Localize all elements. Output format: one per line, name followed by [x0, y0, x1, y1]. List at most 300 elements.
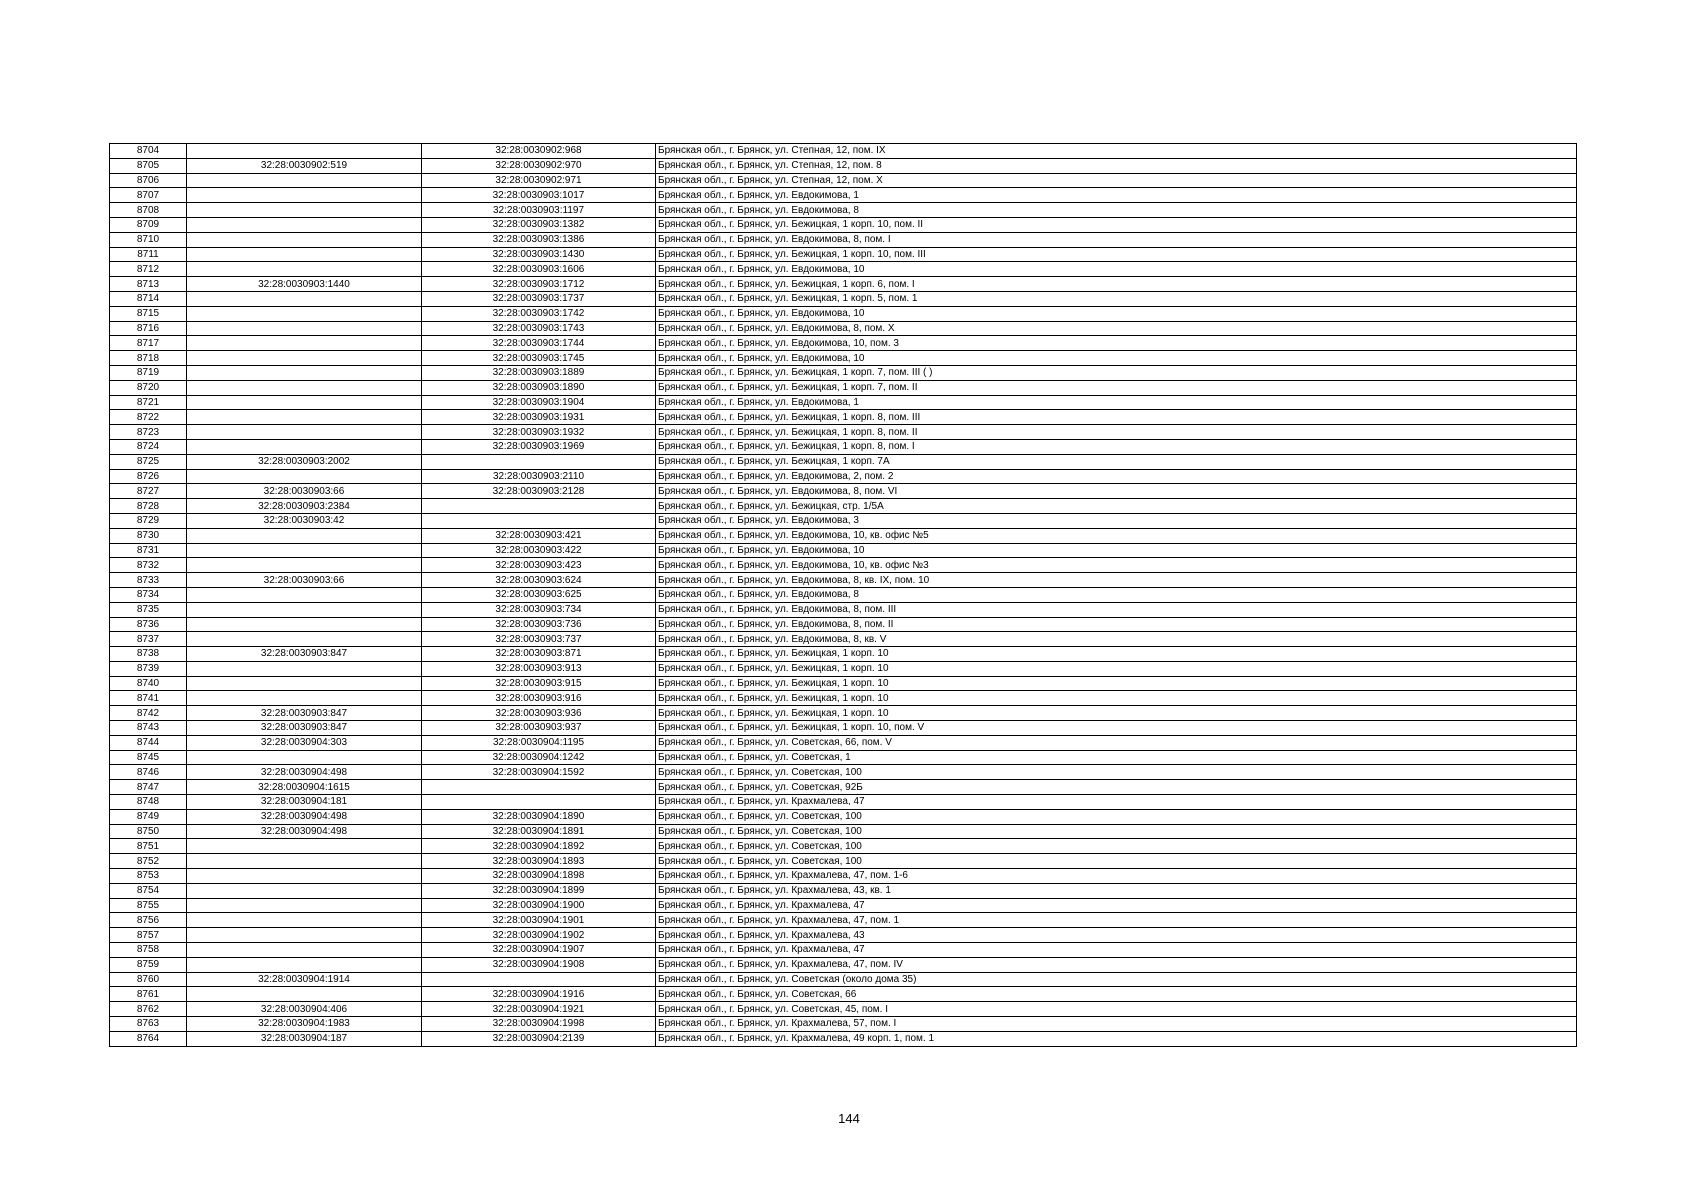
parcel-number-cell: 32:28:0030903:66: [187, 573, 422, 588]
row-number-cell: 8741: [110, 691, 187, 706]
parcel-number-cell: [187, 425, 422, 440]
table-row: [110, 351, 1577, 366]
parcel-number-cell: [187, 395, 422, 410]
address-cell: Брянская обл., г. Брянск, ул. Бежицкая, 1 корп. 10: [656, 661, 1577, 676]
parcel-number-cell: [187, 336, 422, 351]
row-number-cell: 8754: [110, 883, 187, 898]
row-number-cell: 8751: [110, 839, 187, 854]
parcel-number-cell: 32:28:0030904:1914: [187, 972, 422, 987]
table-row: [110, 913, 1577, 928]
object-number-cell: 32:28:0030904:1998: [422, 1017, 656, 1032]
parcel-number-cell: [187, 410, 422, 425]
address-cell: Брянская обл., г. Брянск, ул. Бежицкая, 1 корп. 10: [656, 691, 1577, 706]
object-number-cell: 32:28:0030903:1890: [422, 380, 656, 395]
table-row: [110, 750, 1577, 765]
table-row: [110, 173, 1577, 188]
table-row: [110, 484, 1577, 499]
address-cell: Брянская обл., г. Брянск, ул. Евдокимова, 10, кв. офис №3: [656, 558, 1577, 573]
object-number-cell: 32:28:0030904:1916: [422, 987, 656, 1002]
address-cell: Брянская обл., г. Брянск, ул. Бежицкая, 1 корп. 10: [656, 706, 1577, 721]
table-row: [110, 499, 1577, 514]
parcel-number-cell: [187, 306, 422, 321]
table-row: [110, 780, 1577, 795]
object-number-cell: 32:28:0030903:1931: [422, 410, 656, 425]
parcel-number-cell: 32:28:0030904:187: [187, 1031, 422, 1046]
parcel-number-cell: [187, 987, 422, 1002]
object-number-cell: 32:28:0030904:1898: [422, 869, 656, 884]
address-cell: Брянская обл., г. Брянск, ул. Евдокимова, 2, пом. 2: [656, 469, 1577, 484]
object-number-cell: 32:28:0030904:2139: [422, 1031, 656, 1046]
address-cell: Брянская обл., г. Брянск, ул. Советская, 66, пом. V: [656, 735, 1577, 750]
address-cell: Брянская обл., г. Брянск, ул. Евдокимова, 8, пом. III: [656, 602, 1577, 617]
row-number-cell: 8761: [110, 987, 187, 1002]
table-row: [110, 587, 1577, 602]
row-number-cell: 8740: [110, 676, 187, 691]
address-cell: Брянская обл., г. Брянск, ул. Бежицкая, 1 корп. 10: [656, 647, 1577, 662]
row-number-cell: 8720: [110, 380, 187, 395]
address-cell: Брянская обл., г. Брянск, ул. Евдокимова, 10: [656, 306, 1577, 321]
parcel-number-cell: [187, 587, 422, 602]
row-number-cell: 8735: [110, 602, 187, 617]
row-number-cell: 8733: [110, 573, 187, 588]
parcel-number-cell: 32:28:0030904:181: [187, 795, 422, 810]
row-number-cell: 8756: [110, 913, 187, 928]
parcel-number-cell: [187, 957, 422, 972]
address-cell: Брянская обл., г. Брянск, ул. Евдокимова, 8: [656, 587, 1577, 602]
object-number-cell: 32:28:0030904:1921: [422, 1002, 656, 1017]
table-row: [110, 528, 1577, 543]
row-number-cell: 8708: [110, 203, 187, 218]
table-row: [110, 336, 1577, 351]
row-number-cell: 8747: [110, 780, 187, 795]
table-row: [110, 676, 1577, 691]
row-number-cell: 8743: [110, 721, 187, 736]
parcel-number-cell: [187, 247, 422, 262]
object-number-cell: 32:28:0030903:737: [422, 632, 656, 647]
address-cell: Брянская обл., г. Брянск, ул. Крахмалева, 43, кв. 1: [656, 883, 1577, 898]
address-cell: Брянская обл., г. Брянск, ул. Евдокимова, 1: [656, 188, 1577, 203]
row-number-cell: 8763: [110, 1017, 187, 1032]
row-number-cell: 8722: [110, 410, 187, 425]
object-number-cell: 32:28:0030903:734: [422, 602, 656, 617]
address-cell: Брянская обл., г. Брянск, ул. Бежицкая, 1 корп. 10, пом. III: [656, 247, 1577, 262]
object-number-cell: 32:28:0030903:625: [422, 587, 656, 602]
parcel-number-cell: [187, 558, 422, 573]
row-number-cell: 8736: [110, 617, 187, 632]
row-number-cell: 8749: [110, 809, 187, 824]
address-cell: Брянская обл., г. Брянск, ул. Бежицкая, 1 корп. 7, пом. II: [656, 380, 1577, 395]
object-number-cell: 32:28:0030903:1430: [422, 247, 656, 262]
table-row: [110, 1017, 1577, 1032]
object-number-cell: 32:28:0030903:1017: [422, 188, 656, 203]
row-number-cell: 8732: [110, 558, 187, 573]
row-number-cell: 8718: [110, 351, 187, 366]
address-cell: Брянская обл., г. Брянск, ул. Евдокимова, 10, пом. 3: [656, 336, 1577, 351]
object-number-cell: 32:28:0030904:1901: [422, 913, 656, 928]
parcel-number-cell: 32:28:0030903:847: [187, 647, 422, 662]
table-row: [110, 824, 1577, 839]
row-number-cell: 8729: [110, 513, 187, 528]
parcel-number-cell: [187, 750, 422, 765]
table-row: [110, 513, 1577, 528]
address-cell: Брянская обл., г. Брянск, ул. Советская, 100: [656, 765, 1577, 780]
row-number-cell: 8723: [110, 425, 187, 440]
address-cell: Брянская обл., г. Брянск, ул. Бежицкая, 1 корп. 7А: [656, 454, 1577, 469]
table-row: [110, 928, 1577, 943]
row-number-cell: 8715: [110, 306, 187, 321]
row-number-cell: 8739: [110, 661, 187, 676]
object-number-cell: 32:28:0030903:421: [422, 528, 656, 543]
table-row: [110, 617, 1577, 632]
object-number-cell: 32:28:0030903:2128: [422, 484, 656, 499]
table-row: [110, 188, 1577, 203]
parcel-number-cell: [187, 469, 422, 484]
table-row: [110, 158, 1577, 173]
row-number-cell: 8755: [110, 898, 187, 913]
table-row: [110, 247, 1577, 262]
row-number-cell: 8762: [110, 1002, 187, 1017]
parcel-number-cell: [187, 869, 422, 884]
address-cell: Брянская обл., г. Брянск, ул. Советская, 100: [656, 824, 1577, 839]
object-number-cell: 32:28:0030903:422: [422, 543, 656, 558]
row-number-cell: 8744: [110, 735, 187, 750]
parcel-number-cell: [187, 291, 422, 306]
parcel-number-cell: 32:28:0030904:498: [187, 765, 422, 780]
object-number-cell: [422, 795, 656, 810]
table-row: [110, 558, 1577, 573]
address-cell: Брянская обл., г. Брянск, ул. Крахмалева, 47: [656, 898, 1577, 913]
row-number-cell: 8719: [110, 365, 187, 380]
row-number-cell: 8727: [110, 484, 187, 499]
table-row: [110, 765, 1577, 780]
row-number-cell: 8705: [110, 158, 187, 173]
object-number-cell: 32:28:0030903:915: [422, 676, 656, 691]
table-row: [110, 439, 1577, 454]
object-number-cell: 32:28:0030903:1712: [422, 277, 656, 292]
address-cell: Брянская обл., г. Брянск, ул. Бежицкая, 1 корп. 7, пом. III ( ): [656, 365, 1577, 380]
row-number-cell: 8760: [110, 972, 187, 987]
address-cell: Брянская обл., г. Брянск, ул. Крахмалева, 47: [656, 943, 1577, 958]
object-number-cell: 32:28:0030903:1969: [422, 439, 656, 454]
parcel-number-cell: 32:28:0030903:847: [187, 721, 422, 736]
object-number-cell: [422, 972, 656, 987]
address-cell: Брянская обл., г. Брянск, ул. Советская, 100: [656, 809, 1577, 824]
table-row: [110, 425, 1577, 440]
parcel-number-cell: 32:28:0030903:66: [187, 484, 422, 499]
table-row: [110, 203, 1577, 218]
row-number-cell: 8711: [110, 247, 187, 262]
parcel-number-cell: [187, 913, 422, 928]
object-number-cell: 32:28:0030904:1891: [422, 824, 656, 839]
parcel-number-cell: [187, 351, 422, 366]
row-number-cell: 8764: [110, 1031, 187, 1046]
table-row: [110, 321, 1577, 336]
address-cell: Брянская обл., г. Брянск, ул. Советская, 100: [656, 839, 1577, 854]
table-row: [110, 365, 1577, 380]
address-cell: Брянская обл., г. Брянск, ул. Евдокимова, 8, кв. IX, пом. 10: [656, 573, 1577, 588]
row-number-cell: 8704: [110, 144, 187, 159]
row-number-cell: 8724: [110, 439, 187, 454]
table-row: [110, 972, 1577, 987]
table-row: [110, 943, 1577, 958]
row-number-cell: 8728: [110, 499, 187, 514]
row-number-cell: 8746: [110, 765, 187, 780]
table-row: [110, 454, 1577, 469]
parcel-number-cell: 32:28:0030902:519: [187, 158, 422, 173]
object-number-cell: 32:28:0030902:970: [422, 158, 656, 173]
table-row: [110, 469, 1577, 484]
row-number-cell: 8730: [110, 528, 187, 543]
object-number-cell: 32:28:0030903:1197: [422, 203, 656, 218]
row-number-cell: 8752: [110, 854, 187, 869]
address-cell: Брянская обл., г. Брянск, ул. Бежицкая, 1 корп. 6, пом. I: [656, 277, 1577, 292]
address-cell: Брянская обл., г. Брянск, ул. Бежицкая, 1 корп. 8, пом. II: [656, 425, 1577, 440]
address-cell: Брянская обл., г. Брянск, ул. Степная, 12, пом. 8: [656, 158, 1577, 173]
table-row: [110, 543, 1577, 558]
parcel-number-cell: [187, 691, 422, 706]
table-row: [110, 291, 1577, 306]
row-number-cell: 8717: [110, 336, 187, 351]
row-number-cell: 8738: [110, 647, 187, 662]
parcel-number-cell: 32:28:0030904:498: [187, 824, 422, 839]
table-row: [110, 573, 1577, 588]
parcel-number-cell: [187, 380, 422, 395]
row-number-cell: 8712: [110, 262, 187, 277]
address-cell: Брянская обл., г. Брянск, ул. Советская, 45, пом. I: [656, 1002, 1577, 1017]
parcel-number-cell: [187, 528, 422, 543]
row-number-cell: 8758: [110, 943, 187, 958]
object-number-cell: 32:28:0030902:968: [422, 144, 656, 159]
parcel-number-cell: 32:28:0030903:2002: [187, 454, 422, 469]
parcel-number-cell: [187, 632, 422, 647]
parcel-number-cell: [187, 883, 422, 898]
address-cell: Брянская обл., г. Брянск, ул. Бежицкая, 1 корп. 5, пом. 1: [656, 291, 1577, 306]
address-cell: Брянская обл., г. Брянск, ул. Крахмалева, 57, пом. I: [656, 1017, 1577, 1032]
table-row: [110, 410, 1577, 425]
address-cell: Брянская обл., г. Брянск, ул. Евдокимова, 8, пом. X: [656, 321, 1577, 336]
parcel-number-cell: [187, 676, 422, 691]
row-number-cell: 8745: [110, 750, 187, 765]
table-row: [110, 809, 1577, 824]
page-number: 144: [838, 1111, 860, 1126]
table-row: [110, 839, 1577, 854]
object-number-cell: 32:28:0030903:736: [422, 617, 656, 632]
parcel-number-cell: [187, 661, 422, 676]
table-row: [110, 395, 1577, 410]
parcel-number-cell: 32:28:0030904:1983: [187, 1017, 422, 1032]
object-number-cell: 32:28:0030904:1908: [422, 957, 656, 972]
address-cell: Брянская обл., г. Брянск, ул. Советская, 92Б: [656, 780, 1577, 795]
object-number-cell: 32:28:0030904:1907: [422, 943, 656, 958]
table-row: [110, 144, 1577, 159]
parcel-number-cell: [187, 543, 422, 558]
address-cell: Брянская обл., г. Брянск, ул. Бежицкая, 1 корп. 8, пом. I: [656, 439, 1577, 454]
object-number-cell: 32:28:0030903:913: [422, 661, 656, 676]
address-cell: Брянская обл., г. Брянск, ул. Крахмалева, 47, пом. 1: [656, 913, 1577, 928]
table-row: [110, 883, 1577, 898]
parcel-number-cell: 32:28:0030903:847: [187, 706, 422, 721]
address-cell: Брянская обл., г. Брянск, ул. Евдокимова, 10: [656, 351, 1577, 366]
parcel-number-cell: 32:28:0030904:498: [187, 809, 422, 824]
address-cell: Брянская обл., г. Брянск, ул. Евдокимова, 3: [656, 513, 1577, 528]
table-row: [110, 898, 1577, 913]
object-number-cell: 32:28:0030903:1744: [422, 336, 656, 351]
parcel-number-cell: [187, 943, 422, 958]
parcel-number-cell: [187, 928, 422, 943]
row-number-cell: 8721: [110, 395, 187, 410]
object-number-cell: 32:28:0030903:1606: [422, 262, 656, 277]
table-row: [110, 602, 1577, 617]
parcel-number-cell: 32:28:0030903:42: [187, 513, 422, 528]
address-cell: Брянская обл., г. Брянск, ул. Советская (около дома 35): [656, 972, 1577, 987]
object-number-cell: 32:28:0030904:1893: [422, 854, 656, 869]
parcel-number-cell: [187, 217, 422, 232]
object-number-cell: 32:28:0030904:1890: [422, 809, 656, 824]
table-row: [110, 232, 1577, 247]
parcel-number-cell: [187, 188, 422, 203]
object-number-cell: 32:28:0030904:1195: [422, 735, 656, 750]
table-row: [110, 721, 1577, 736]
object-number-cell: [422, 454, 656, 469]
object-number-cell: 32:28:0030903:1737: [422, 291, 656, 306]
parcel-number-cell: [187, 365, 422, 380]
table-row: [110, 262, 1577, 277]
object-number-cell: 32:28:0030903:624: [422, 573, 656, 588]
row-number-cell: 8750: [110, 824, 187, 839]
address-cell: Брянская обл., г. Брянск, ул. Крахмалева, 43: [656, 928, 1577, 943]
object-number-cell: 32:28:0030904:1242: [422, 750, 656, 765]
table-row: [110, 987, 1577, 1002]
object-number-cell: 32:28:0030903:1743: [422, 321, 656, 336]
object-number-cell: 32:28:0030903:2110: [422, 469, 656, 484]
table-row: [110, 1031, 1577, 1046]
object-number-cell: 32:28:0030904:1902: [422, 928, 656, 943]
object-number-cell: [422, 780, 656, 795]
address-cell: Брянская обл., г. Брянск, ул. Евдокимова, 8: [656, 203, 1577, 218]
address-cell: Брянская обл., г. Брянск, ул. Крахмалева, 49 корп. 1, пом. 1: [656, 1031, 1577, 1046]
table-row: [110, 957, 1577, 972]
address-cell: Брянская обл., г. Брянск, ул. Евдокимова, 10, кв. офис №5: [656, 528, 1577, 543]
object-number-cell: [422, 499, 656, 514]
address-cell: Брянская обл., г. Брянск, ул. Евдокимова, 8, пом. VI: [656, 484, 1577, 499]
object-number-cell: 32:28:0030903:1932: [422, 425, 656, 440]
row-number-cell: 8714: [110, 291, 187, 306]
parcel-number-cell: [187, 617, 422, 632]
parcel-number-cell: [187, 321, 422, 336]
object-number-cell: [422, 513, 656, 528]
address-cell: Брянская обл., г. Брянск, ул. Степная, 12, пом. IX: [656, 144, 1577, 159]
row-number-cell: 8757: [110, 928, 187, 943]
row-number-cell: 8710: [110, 232, 187, 247]
row-number-cell: 8725: [110, 454, 187, 469]
parcel-number-cell: [187, 439, 422, 454]
row-number-cell: 8716: [110, 321, 187, 336]
address-cell: Брянская обл., г. Брянск, ул. Евдокимова, 8, пом. I: [656, 232, 1577, 247]
object-number-cell: 32:28:0030903:871: [422, 647, 656, 662]
address-cell: Брянская обл., г. Брянск, ул. Евдокимова, 8, кв. V: [656, 632, 1577, 647]
address-cell: Брянская обл., г. Брянск, ул. Советская, 1: [656, 750, 1577, 765]
parcel-number-cell: [187, 898, 422, 913]
row-number-cell: 8759: [110, 957, 187, 972]
row-number-cell: 8734: [110, 587, 187, 602]
parcel-number-cell: 32:28:0030903:1440: [187, 277, 422, 292]
parcel-number-cell: [187, 232, 422, 247]
address-cell: Брянская обл., г. Брянск, ул. Евдокимова, 10: [656, 262, 1577, 277]
object-number-cell: 32:28:0030904:1592: [422, 765, 656, 780]
object-number-cell: 32:28:0030903:1382: [422, 217, 656, 232]
table-row: [110, 277, 1577, 292]
table-row: [110, 380, 1577, 395]
object-number-cell: 32:28:0030904:1892: [422, 839, 656, 854]
row-number-cell: 8713: [110, 277, 187, 292]
address-cell: Брянская обл., г. Брянск, ул. Крахмалева, 47: [656, 795, 1577, 810]
parcel-number-cell: [187, 262, 422, 277]
object-number-cell: 32:28:0030902:971: [422, 173, 656, 188]
object-number-cell: 32:28:0030904:1900: [422, 898, 656, 913]
row-number-cell: 8726: [110, 469, 187, 484]
address-cell: Брянская обл., г. Брянск, ул. Крахмалева, 47, пом. 1-6: [656, 869, 1577, 884]
object-number-cell: 32:28:0030904:1899: [422, 883, 656, 898]
row-number-cell: 8706: [110, 173, 187, 188]
table-row: [110, 647, 1577, 662]
parcel-number-cell: 32:28:0030903:2384: [187, 499, 422, 514]
object-number-cell: 32:28:0030903:1889: [422, 365, 656, 380]
table-row: [110, 854, 1577, 869]
row-number-cell: 8731: [110, 543, 187, 558]
parcel-number-cell: 32:28:0030904:406: [187, 1002, 422, 1017]
parcel-number-cell: [187, 203, 422, 218]
parcel-number-cell: [187, 144, 422, 159]
registry-table-body: [110, 144, 1577, 1047]
object-number-cell: 32:28:0030903:423: [422, 558, 656, 573]
address-cell: Брянская обл., г. Брянск, ул. Евдокимова, 1: [656, 395, 1577, 410]
table-row: [110, 1002, 1577, 1017]
table-row: [110, 661, 1577, 676]
parcel-number-cell: [187, 602, 422, 617]
row-number-cell: 8748: [110, 795, 187, 810]
object-number-cell: 32:28:0030903:937: [422, 721, 656, 736]
object-number-cell: 32:28:0030903:1745: [422, 351, 656, 366]
parcel-number-cell: [187, 854, 422, 869]
table-row: [110, 632, 1577, 647]
object-number-cell: 32:28:0030903:1742: [422, 306, 656, 321]
address-cell: Брянская обл., г. Брянск, ул. Степная, 12, пом. X: [656, 173, 1577, 188]
registry-table: [109, 143, 1577, 1047]
parcel-number-cell: [187, 173, 422, 188]
address-cell: Брянская обл., г. Брянск, ул. Советская, 66: [656, 987, 1577, 1002]
parcel-number-cell: 32:28:0030904:303: [187, 735, 422, 750]
row-number-cell: 8707: [110, 188, 187, 203]
address-cell: Брянская обл., г. Брянск, ул. Евдокимова, 8, пом. II: [656, 617, 1577, 632]
address-cell: Брянская обл., г. Брянск, ул. Бежицкая, 1 корп. 10, пом. V: [656, 721, 1577, 736]
address-cell: Брянская обл., г. Брянск, ул. Бежицкая, 1 корп. 10: [656, 676, 1577, 691]
table-row: [110, 869, 1577, 884]
row-number-cell: 8742: [110, 706, 187, 721]
table-row: [110, 735, 1577, 750]
row-number-cell: 8737: [110, 632, 187, 647]
parcel-number-cell: 32:28:0030904:1615: [187, 780, 422, 795]
object-number-cell: 32:28:0030903:1904: [422, 395, 656, 410]
table-row: [110, 306, 1577, 321]
table-row: [110, 706, 1577, 721]
object-number-cell: 32:28:0030903:1386: [422, 232, 656, 247]
address-cell: Брянская обл., г. Брянск, ул. Бежицкая, 1 корп. 10, пом. II: [656, 217, 1577, 232]
address-cell: Брянская обл., г. Брянск, ул. Бежицкая, 1 корп. 8, пом. III: [656, 410, 1577, 425]
object-number-cell: 32:28:0030903:916: [422, 691, 656, 706]
address-cell: Брянская обл., г. Брянск, ул. Крахмалева, 47, пом. IV: [656, 957, 1577, 972]
object-number-cell: 32:28:0030903:936: [422, 706, 656, 721]
address-cell: Брянская обл., г. Брянск, ул. Советская, 100: [656, 854, 1577, 869]
